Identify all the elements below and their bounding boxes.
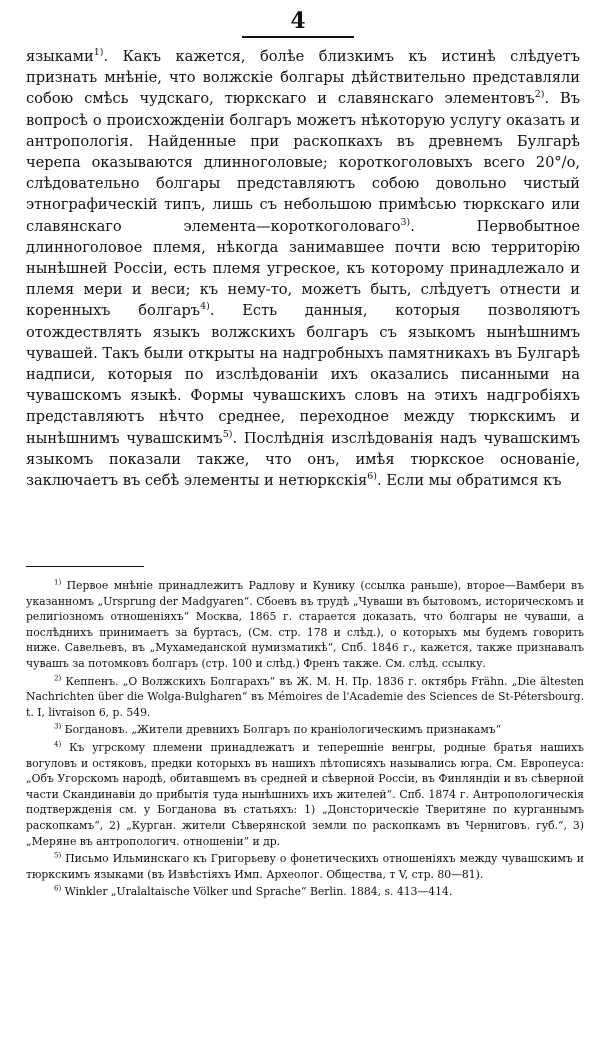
footnote-3 (26, 722, 584, 738)
body-text-segment: . Въ вопросѣ о происхожденіи болгаръ можетъ нѣкоторую услугу оказать и антропологія. Найденные при раскопкахъ въ древнемъ Булгарѣ черепа оказываются длинноголовые; короткоголовыхъ всего 20°/о, слѣдовательно болгары представляютъ собою довольно чистый этнографическій типъ, лишь съ небольшою примѣсью тюркскаго или славянскаго элемента—короткоголоваго (26, 90, 580, 235)
footnote-5 (26, 851, 584, 882)
footnote-ref[interactable]: 5) (222, 428, 233, 440)
footnote-separator (26, 566, 144, 567)
footnote-text: Winkler „Uralaltaische Völker und Sprache“ Berlin. 1884, s. 413—414. (64, 885, 453, 899)
footnote-2 (26, 674, 584, 721)
footnote-4 (26, 740, 584, 849)
footnote-text: Письмо Ильминскаго къ Григорьеву о фонетическихъ отношеніяхъ между чувашскимъ и тюркскимъ языками (въ Извѣстіяхъ Имп. Археолог. Общества, т V, стр. 80—81). (26, 852, 584, 881)
footnote-ref[interactable]: 3) (400, 216, 411, 228)
body-text-segment: . Какъ кажется, болѣе близкимъ къ истинѣ слѣдуетъ признать мнѣніе, что волжскіе болгары дѣйствительно представляли собою смѣсь чудскаго, тюркскаго и славянскаго элементовъ (26, 48, 580, 108)
body-text-segment: . Послѣднія изслѣдованія надъ чувашскимъ языкомъ показали также, что онъ, имѣя тюркское основаніе, заключаетъ въ себѣ элементы и нетюркскія (26, 429, 580, 490)
footnote-text: Первое мнѣніе принадлежитъ Радлову и Кунику (ссылка раньше), второе—Вамбери въ указанномъ „Ursprung der Madgyaren“. Сбоевъ въ трудѣ „Чуваши въ бытовомъ, историческомъ и религіозномъ отношеніяхъ“ Москва, 1865 г. старается доказать, что болгары не чуваши, а послѣднихъ принимаетъ за буртасъ, (См. стр. 178 и слѣд.), о которыхъ мы будемъ говорить ниже. Савельевъ, въ „Мухамеданской нумизматикѣ“, Спб. 1846 г., кажется, также признавалъ чувашъ за потомковъ болгаръ (стр. 100 и слѣд.) Френъ также. См. слѣд. ссылку. (26, 579, 584, 670)
footnote-6 (26, 884, 584, 900)
footnote-1 (26, 578, 584, 672)
footnote-marker: 2) (54, 672, 62, 682)
footnote-marker: 1) (54, 577, 62, 587)
footnote-marker: 6) (54, 883, 62, 893)
body-text-segment: языками (26, 48, 94, 65)
footnote-marker: 3) (54, 721, 62, 731)
body-text-segment: . Если мы обратимся къ (376, 472, 562, 490)
footnote-text: Къ угрскому племени принадлежатъ и теперешніе венгры, родные братья нашихъ вогуловъ и остяковъ, предки которыхъ въ нашихъ лѣтописяхъ назывались югра. См. Европеуса: „Объ Угорскомъ народѣ, обитавшемъ въ средней и сѣверной Россіи, въ Финляндіи и въ сѣверной части Скандинавіи до прибытія туда нынѣшнихъ ихъ жителей“. Спб. 1874 г. Антропологическія подтвержденія см. у Богданова въ статьяхъ: 1) „Донсторическіе Тверитяне по курганнымъ раскопкамъ“, 2) „Курган. жители Сѣверянской земли по раскопкамъ въ Черниговъ. губ.“, 3) „Меряне въ антропологич. отношеніи“ и др. (26, 740, 584, 848)
header-rule (242, 36, 354, 38)
footnote-ref[interactable]: 4) (200, 301, 210, 313)
footnotes-section (26, 578, 584, 902)
footnote-marker: 4) (54, 739, 62, 749)
footnote-text: Богдановъ. „Жители древнихъ Болгаръ по краніологическимъ признакамъ“ (64, 723, 502, 737)
footnote-ref[interactable]: 1) (93, 47, 104, 59)
body-paragraph (26, 46, 580, 491)
footnote-text: Кеппенъ. „О Волжскихъ Болгарахъ“ въ Ж. М. Н. Пр. 1836 г. октябрь Frähn. „Die ältesten Nachrichten über die Wolga-Bulgharen“ въ Mémoires de l'Academie des Sciences de St-Pétersbourg. t. I, livraison 6, p. 549. (26, 674, 585, 719)
page-number: 4 (290, 8, 306, 34)
footnote-marker: 5) (54, 850, 62, 860)
body-text-segment: . Есть данныя, которыя позволяютъ отождествлять языкъ волжскихъ болгаръ съ языкомъ нынѣшнимъ чувашей. Такъ были открыты на надгробныхъ памятникахъ въ Булгарѣ надписи, которыя по изслѣдованіи ихъ оказались писанными на чувашскомъ языкѣ. Формы чувашскихъ словъ на этихъ надгробіяхъ представляютъ нѣчто среднее, переходное между тюркскимъ и нынѣшнимъ чувашскимъ (26, 302, 580, 447)
body-text-segment: . Первобытное длинноголовое племя, нѣкогда занимавшее почти всю территорію нынѣшней Россіи, есть племя угреское, къ которому принадлежало и племя мери и веси; къ нему-то, можетъ быть, слѣдуетъ отнести и коренныхъ болгаръ (26, 217, 580, 320)
footnote-ref[interactable]: 6) (367, 471, 377, 483)
footnote-ref[interactable]: 2) (534, 89, 545, 101)
